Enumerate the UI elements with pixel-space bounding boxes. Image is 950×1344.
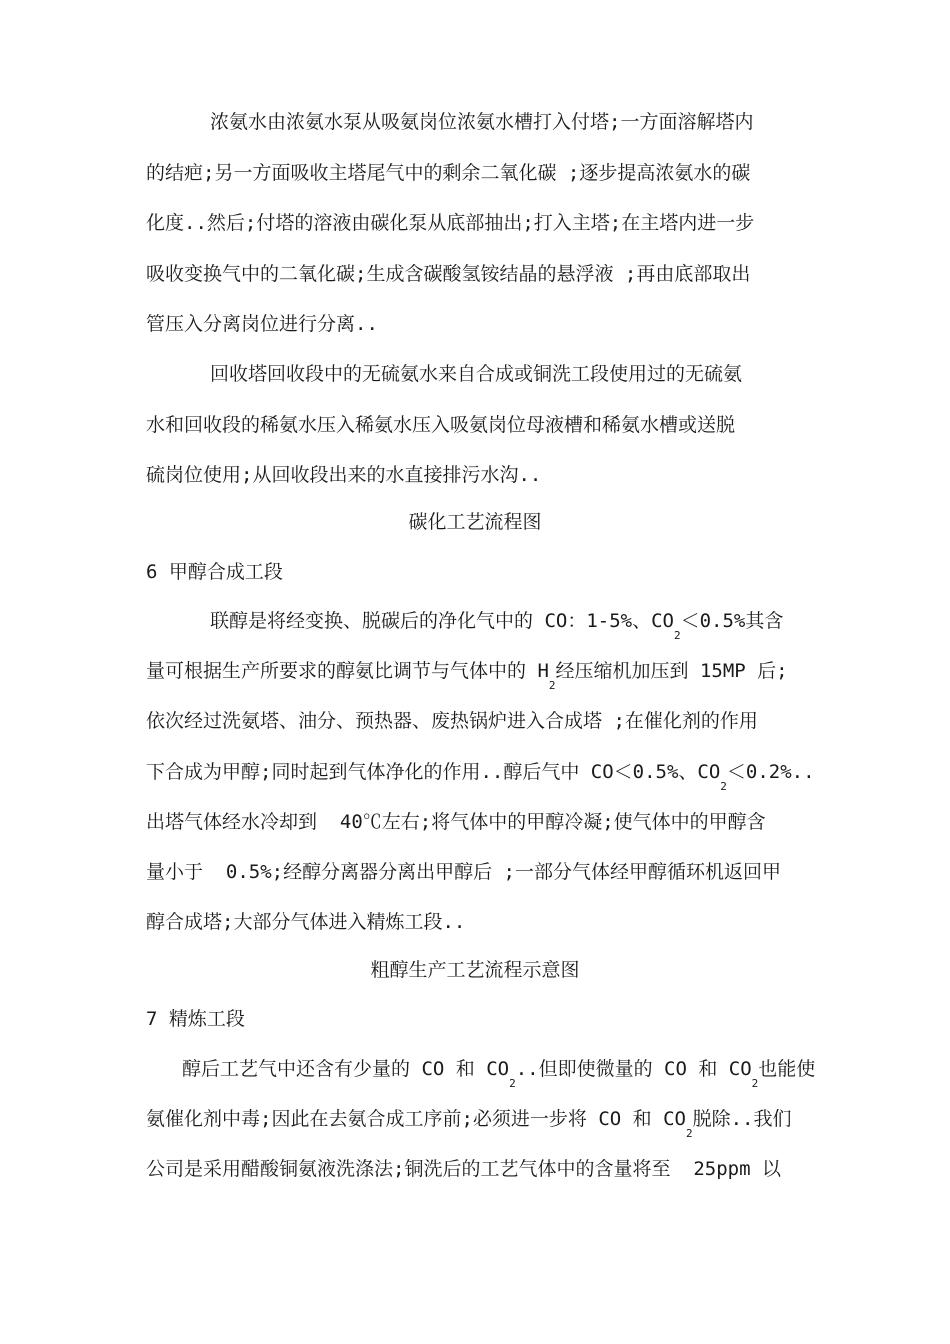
paragraph-line bbox=[146, 1107, 792, 1140]
text-run: ＜0.2%.. bbox=[726, 761, 815, 783]
text-run: 也能使 bbox=[758, 1058, 816, 1080]
paragraph-line bbox=[146, 760, 815, 793]
paragraph-line: 浓氨水由浓氨水泵从吸氨岗位浓氨水槽打入付塔;一方面溶解塔内 bbox=[210, 111, 754, 133]
paragraph-line bbox=[146, 659, 788, 692]
paragraph-line: 水和回收段的稀氨水压入稀氨水压入吸氨岗位母液槽和稀氨水槽或送脱 bbox=[146, 414, 736, 436]
subscript: 2 bbox=[509, 1077, 516, 1090]
paragraph-line: 的结疤;另一方面吸收主塔尾气中的剩余二氧化碳 ;逐步提高浓氨水的碳 bbox=[146, 162, 751, 184]
figure-caption: 碳化工艺流程图 bbox=[408, 511, 542, 533]
section-heading: 7 精炼工段 bbox=[146, 1008, 245, 1030]
paragraph-line: 依次经过洗氨塔、油分、预热器、废热锅炉进入合成塔 ;在催化剂的作用 bbox=[146, 710, 758, 732]
paragraph-line: 硫岗位使用;从回收段出来的水直接排污水沟.. bbox=[146, 464, 542, 486]
section-heading: 6 甲醇合成工段 bbox=[146, 561, 283, 583]
paragraph-line: 吸收变换气中的二氧化碳;生成含碳酸氢铵结晶的悬浮液 ;再由底部取出 bbox=[146, 263, 751, 285]
text-run: 醇后工艺气中还含有少量的 CO 和 CO bbox=[182, 1058, 510, 1080]
paragraph-line: 出塔气体经水冷却到 40℃左右;将气体中的甲醇冷凝;使气体中的甲醇含 bbox=[146, 811, 766, 833]
text-run: ..但即使微量的 CO 和 CO bbox=[515, 1058, 752, 1080]
paragraph-line: 量小于 0.5%;经醇分离器分离出甲醇后 ;一部分气体经甲醇循环机返回甲 bbox=[146, 861, 781, 883]
paragraph-line bbox=[210, 609, 784, 642]
subscript: 2 bbox=[751, 1077, 759, 1090]
text-run: 氨催化剂中毒;因此在去氨合成工序前;必须进一步将 CO 和 CO bbox=[146, 1108, 686, 1130]
paragraph-line: 化度..然后;付塔的溶液由碳化泵从底部抽出;打入主塔;在主塔内进一步 bbox=[146, 212, 755, 234]
text-run: ＜0.5%其含 bbox=[680, 610, 784, 632]
text-run: 联醇是将经变换、脱碳后的净化气中的 CO：1-5%、CO bbox=[210, 610, 674, 632]
subscript: 2 bbox=[720, 780, 727, 793]
paragraph-line: 公司是采用醋酸铜氨液洗涤法;铜洗后的工艺气体中的含量将至 25ppm 以 bbox=[146, 1158, 781, 1180]
figure-caption: 粗醇生产工艺流程示意图 bbox=[370, 959, 580, 981]
text-run: 经压缩机加压到 15MP 后; bbox=[555, 660, 788, 682]
paragraph-line bbox=[182, 1057, 816, 1090]
paragraph-line: 管压入分离岗位进行分离.. bbox=[146, 313, 378, 335]
subscript: 2 bbox=[673, 629, 681, 642]
text-run: 脱除..我们 bbox=[692, 1108, 792, 1130]
subscript: 2 bbox=[548, 679, 556, 692]
paragraph-line: 醇合成塔;大部分气体进入精炼工段.. bbox=[146, 911, 466, 933]
text-run: 量可根据生产所要求的醇氨比调节与气体中的 H bbox=[146, 660, 549, 682]
subscript: 2 bbox=[685, 1127, 693, 1140]
paragraph-line: 回收塔回收段中的无硫氨水来自合成或铜洗工段使用过的无硫氨 bbox=[210, 363, 743, 385]
text-run: 下合成为甲醇;同时起到气体净化的作用..醇后气中 CO＜0.5%、CO bbox=[146, 761, 721, 783]
